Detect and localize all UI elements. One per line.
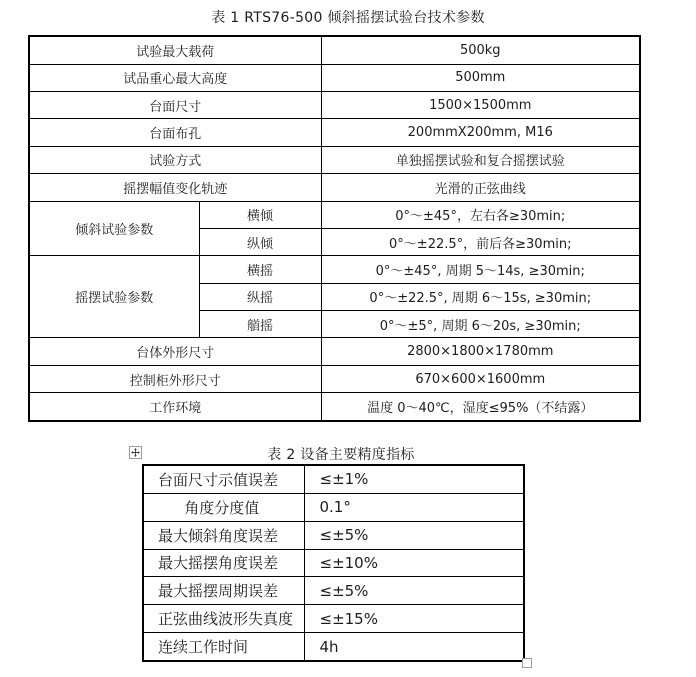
table-row <box>143 549 524 577</box>
motion-name-cell[interactable]: 横摇 <box>199 256 321 283</box>
metric-value-cell[interactable]: ≤±5% <box>304 577 524 605</box>
param-value-cell[interactable]: 光滑的正弦曲线 <box>321 174 640 201</box>
motion-name-cell[interactable]: 纵摇 <box>199 283 321 310</box>
table-row <box>143 521 524 549</box>
metric-value-cell[interactable]: ≤±10% <box>304 549 524 577</box>
param-value-cell[interactable]: 200mmX200mm, M16 <box>321 119 640 146</box>
motion-name-cell[interactable]: 横倾 <box>199 201 321 228</box>
param-value-cell[interactable]: 0°～±22.5°, 周期 6～15s, ≥30min; <box>321 283 640 310</box>
table1-technical-params <box>28 35 641 422</box>
param-value-cell[interactable]: 0°～±22.5°，前后各≥30min; <box>321 228 640 255</box>
metric-name-cell[interactable]: 连续工作时间 <box>143 633 304 662</box>
table-row <box>29 201 640 228</box>
metric-name-cell[interactable]: 最大摇摆周期误差 <box>143 577 304 605</box>
metric-value-cell[interactable]: ≤±1% <box>304 465 524 493</box>
param-name-cell[interactable]: 试验方式 <box>29 146 321 173</box>
table2-resize-handle[interactable] <box>522 658 532 668</box>
metric-value-cell[interactable]: 4h <box>304 633 524 662</box>
param-name-cell[interactable]: 台体外形尺寸 <box>29 338 321 365</box>
table1-title: 表 1 RTS76-500 倾斜摇摆试验台技术参数 <box>211 10 485 26</box>
param-name-cell[interactable]: 台面布孔 <box>29 119 321 146</box>
table-row <box>143 493 524 521</box>
motion-name-cell[interactable]: 纵倾 <box>199 228 321 255</box>
table-row <box>143 577 524 605</box>
param-value-cell[interactable]: 2800×1800×1780mm <box>321 338 640 365</box>
param-value-cell[interactable]: 单独摇摆试验和复合摇摆试验 <box>321 146 640 173</box>
table-row <box>29 146 640 173</box>
metric-name-cell[interactable]: 台面尺寸示值误差 <box>143 465 304 493</box>
table-row <box>29 338 640 365</box>
param-name-cell[interactable]: 控制柜外形尺寸 <box>29 365 321 392</box>
param-value-cell[interactable]: 500kg <box>321 36 640 64</box>
param-value-cell[interactable]: 0°～±5°, 周期 6～20s, ≥30min; <box>321 311 640 338</box>
table-row <box>29 119 640 146</box>
table2-precision-indicators <box>142 464 525 662</box>
table-row <box>29 174 640 201</box>
param-name-cell[interactable]: 工作环境 <box>29 393 321 421</box>
motion-name-cell[interactable]: 艏摇 <box>199 311 321 338</box>
param-name-cell[interactable]: 试品重心最大高度 <box>29 64 321 91</box>
table-row <box>143 465 524 493</box>
param-name-cell[interactable]: 台面尺寸 <box>29 91 321 118</box>
table-row <box>29 393 640 421</box>
table-row <box>29 91 640 118</box>
metric-value-cell[interactable]: ≤±5% <box>304 521 524 549</box>
param-value-cell[interactable]: 温度 0～40℃，湿度≤95%（不结露） <box>321 393 640 421</box>
param-name-cell[interactable]: 试验最大载荷 <box>29 36 321 64</box>
group-name-cell-tilt[interactable]: 倾斜试验参数 <box>29 201 199 256</box>
table-row <box>29 64 640 91</box>
group-name-cell-sway[interactable]: 摇摆试验参数 <box>29 256 199 338</box>
metric-value-cell[interactable]: 0.1° <box>304 493 524 521</box>
param-value-cell[interactable]: 0°～±45°，左右各≥30min; <box>321 201 640 228</box>
table-row <box>143 633 524 662</box>
table-row <box>29 256 640 283</box>
table-row <box>143 605 524 633</box>
metric-name-cell[interactable]: 最大倾斜角度误差 <box>143 521 304 549</box>
metric-name-cell[interactable]: 最大摇摆角度误差 <box>143 549 304 577</box>
table2-title: 表 2 设备主要精度指标 <box>267 447 415 463</box>
metric-value-cell[interactable]: ≤±15% <box>304 605 524 633</box>
param-value-cell[interactable]: 500mm <box>321 64 640 91</box>
table-row <box>29 36 640 64</box>
param-value-cell[interactable]: 1500×1500mm <box>321 91 640 118</box>
table-row <box>29 365 640 392</box>
metric-name-cell[interactable]: 正弦曲线波形失真度 <box>143 605 304 633</box>
param-value-cell[interactable]: 0°～±45°, 周期 5～14s, ≥30min; <box>321 256 640 283</box>
metric-name-cell[interactable]: 角度分度值 <box>143 493 304 521</box>
param-value-cell[interactable]: 670×600×1600mm <box>321 365 640 392</box>
param-name-cell[interactable]: 摇摆幅值变化轨迹 <box>29 174 321 201</box>
